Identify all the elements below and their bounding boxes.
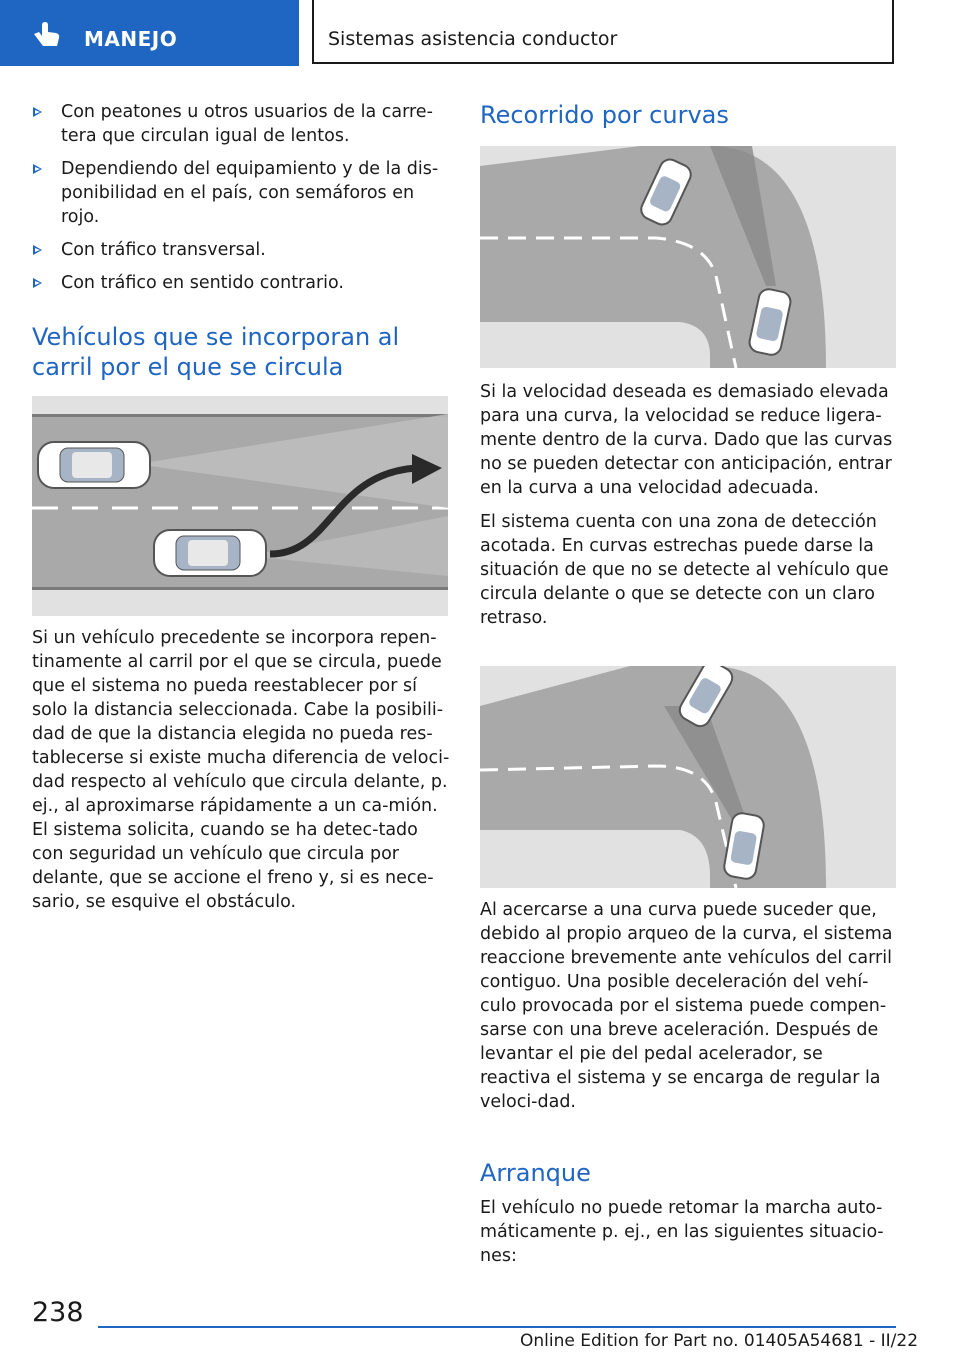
page-number: 238 [32, 1297, 84, 1328]
paragraph-cut-in: Si un vehículo precedente se incorpora repen‐tinamente al carril por el que se circula, puede que el sistema no pueda reestablecer por sí solo la distancia seleccionada. Cabe la posibili‐dad de que la distancia elegida no pueda res‐tablecerse si existe mucha diferencia de veloci‐dad respecto al vehículo que circula delante, p. ej., al aproximarse rápidamente a un ca‐mión. El sistema solicita, cuando se ha detec‐tado con seguridad un vehículo que circula por delante, que se accione el freno y, si es nece‐sario, se esquive el obstáculo. [32, 628, 450, 912]
heading-curves: Recorrido por curvas [480, 101, 729, 129]
section-label: MANEJO [84, 27, 178, 51]
car-ahead [38, 442, 150, 488]
list-item: Con peatones u otros usuarios de la carre‐tera que circulan igual de lentos. [32, 100, 450, 148]
list-item: Dependiendo del equipamiento y de la dis‐ponibilidad en el país, con semáforos en rojo. [32, 157, 450, 229]
heading-start: Arranque [480, 1159, 591, 1187]
left-column [32, 100, 450, 304]
footer-divider [98, 1326, 896, 1328]
car-own [154, 530, 266, 576]
triangle-bullet-icon [33, 164, 42, 174]
paragraph-curves-3: Al acercarse a una curva puede suceder que, debido al propio arqueo de la curva, el sistema reaccione brevemente ante vehículos del carril contiguo. Una posible deceleración del vehí‐culo provocada por el sistema puede compen‐sarse con una breve aceleración. Después de levantar el pie del pedal acelerador, se reactiva el sistema y se encarga de regular la veloci‐dad. [480, 900, 893, 1112]
triangle-bullet-icon [33, 107, 42, 117]
paragraph-curves-2: El sistema cuenta con una zona de detección acotada. En curvas estrechas puede darse la situación de que no se detecte al vehículo que circula delante o que se detecte con un claro retraso. [480, 512, 889, 628]
triangle-bullet-icon [33, 245, 42, 255]
list-item: Con tráfico en sentido contrario. [32, 271, 450, 295]
edition-text: Online Edition for Part no. 01405A54681 - II/22 [520, 1331, 919, 1351]
paragraph-start: El vehículo no puede retomar la marcha auto‐máticamente p. ej., en las siguientes situacio‐nes: [480, 1198, 884, 1266]
section-tab[interactable] [0, 0, 299, 66]
list-item: Con tráfico transversal. [32, 238, 450, 262]
paragraph-curves-1: Si la velocidad deseada es demasiado elevada para una curva, la velocidad se reduce ligera‐mente dentro de la curva. Dado que las curvas no se pueden detectar con anticipación, entrar en la curva a una velocidad adecuada. [480, 382, 893, 498]
chapter-header [312, 0, 894, 64]
hand-pointer-icon [30, 22, 62, 48]
bullet-list [32, 100, 450, 295]
heading-cut-in: Vehículos que se incorporan al carril por el que se circula [32, 323, 400, 381]
figure-curve-1 [480, 146, 896, 368]
right-text-1 [480, 380, 898, 630]
triangle-bullet-icon [33, 278, 42, 288]
chapter-title: Sistemas asistencia conductor [328, 28, 618, 50]
figure-cut-in [32, 396, 448, 616]
figure-curve-2 [480, 666, 896, 888]
